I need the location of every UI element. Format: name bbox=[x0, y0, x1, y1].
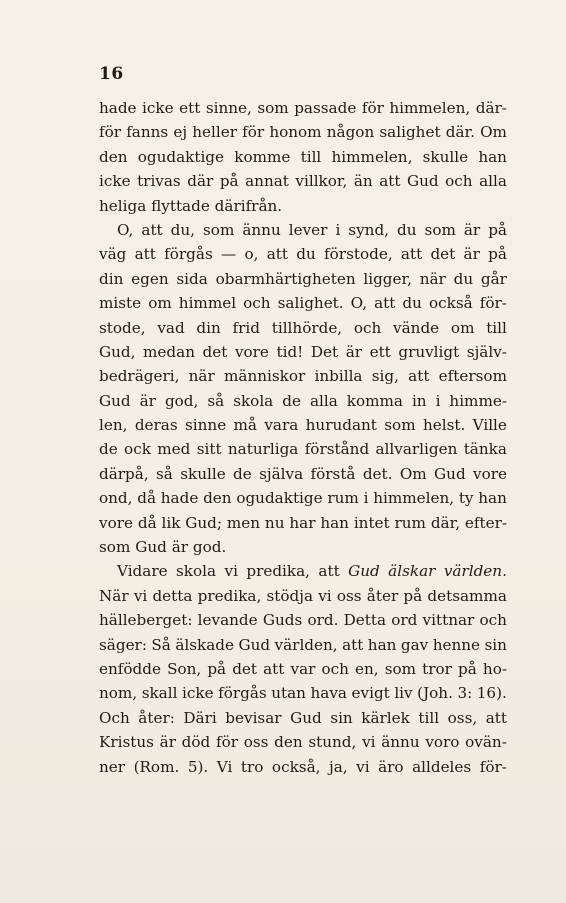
word: himmelen, bbox=[389, 99, 471, 117]
word: stödja bbox=[266, 586, 314, 605]
word: och bbox=[479, 611, 507, 630]
word: för bbox=[242, 123, 265, 142]
word: himmel bbox=[178, 294, 237, 313]
word: när bbox=[188, 367, 215, 386]
text-line bbox=[99, 316, 507, 340]
word: din bbox=[99, 269, 124, 288]
word: komma bbox=[346, 391, 403, 410]
word: var bbox=[290, 659, 316, 678]
word: är bbox=[159, 733, 176, 752]
word: på bbox=[458, 659, 477, 678]
word: men bbox=[226, 513, 261, 532]
text-line bbox=[99, 584, 507, 608]
word: sida bbox=[176, 269, 208, 288]
word: du bbox=[402, 294, 422, 313]
word: ogudaktige bbox=[137, 147, 225, 166]
word: förstode, bbox=[324, 245, 393, 264]
word: alla bbox=[309, 391, 338, 410]
word: inbilla bbox=[314, 367, 363, 386]
word: en, bbox=[355, 659, 379, 678]
word: för- bbox=[479, 757, 507, 776]
word: ty bbox=[458, 489, 474, 508]
word: tid! bbox=[276, 342, 304, 361]
word: där. bbox=[445, 123, 475, 142]
word: i bbox=[335, 220, 341, 239]
word: (Joh. bbox=[417, 684, 453, 703]
word: evigt bbox=[351, 684, 390, 703]
word: då bbox=[137, 513, 157, 532]
word: där- bbox=[475, 99, 507, 117]
word: och bbox=[353, 318, 382, 337]
word: komme bbox=[234, 147, 291, 166]
word: stund, bbox=[308, 733, 357, 752]
word: den bbox=[274, 733, 303, 752]
word: är bbox=[171, 538, 189, 557]
word: Om bbox=[399, 464, 427, 483]
word: oss, bbox=[447, 708, 478, 727]
word: skola bbox=[233, 391, 274, 410]
word: gav bbox=[400, 635, 429, 654]
word: Däri bbox=[183, 708, 217, 727]
word: icke bbox=[182, 684, 214, 703]
word: är bbox=[463, 245, 480, 264]
word: salighet bbox=[379, 123, 441, 142]
word: vittnar bbox=[422, 611, 475, 630]
word: oss bbox=[243, 733, 269, 752]
word: för bbox=[361, 99, 384, 117]
word: det bbox=[202, 342, 228, 361]
word: sinne, bbox=[205, 99, 252, 117]
text-line bbox=[99, 755, 507, 779]
word: de bbox=[233, 464, 252, 483]
text-line bbox=[99, 194, 507, 218]
word: ej bbox=[173, 123, 188, 142]
text-line bbox=[99, 291, 507, 315]
word: alldeles bbox=[412, 757, 472, 776]
word: hava bbox=[310, 684, 347, 703]
word: liv bbox=[394, 684, 413, 703]
word: Gud, bbox=[99, 342, 136, 361]
word: vände bbox=[393, 318, 440, 337]
word: sin bbox=[484, 635, 507, 654]
word: om bbox=[450, 318, 475, 337]
word: sitt bbox=[196, 440, 222, 459]
word: för- bbox=[479, 294, 507, 313]
word: som bbox=[424, 220, 456, 239]
word: det bbox=[430, 245, 456, 264]
word: rum bbox=[394, 513, 426, 532]
word: i bbox=[435, 391, 441, 410]
word: frid bbox=[232, 318, 260, 337]
word: När bbox=[99, 586, 129, 605]
word: detta bbox=[152, 586, 193, 605]
word: där, bbox=[430, 513, 461, 532]
word: världen. bbox=[443, 562, 507, 581]
word: utan bbox=[271, 684, 306, 703]
text-line bbox=[99, 340, 507, 364]
word: O, bbox=[350, 294, 368, 313]
word: 3: bbox=[457, 684, 473, 703]
word: han bbox=[320, 513, 349, 532]
word: 16). bbox=[476, 684, 507, 703]
word: deras bbox=[134, 416, 178, 435]
word: heller bbox=[192, 123, 237, 142]
word: honom bbox=[269, 123, 322, 142]
word: den bbox=[203, 489, 232, 508]
word: du, bbox=[170, 220, 195, 239]
word: vore bbox=[473, 464, 507, 483]
word: till bbox=[418, 708, 440, 727]
word: ock bbox=[124, 440, 151, 459]
word: ett bbox=[369, 342, 391, 361]
word: bevisar bbox=[225, 708, 282, 727]
word: heliga bbox=[99, 196, 147, 215]
word: ho- bbox=[482, 659, 507, 678]
body-text bbox=[99, 96, 507, 779]
text-line bbox=[99, 120, 507, 144]
word: trivas bbox=[137, 172, 181, 191]
word: hade bbox=[160, 489, 199, 508]
word: himmelen, bbox=[331, 147, 413, 166]
word: och bbox=[321, 659, 349, 678]
word: len, bbox=[99, 416, 128, 435]
text-line bbox=[99, 218, 507, 242]
word: skola bbox=[176, 562, 217, 581]
word: med bbox=[157, 440, 191, 459]
word: nom, bbox=[99, 684, 138, 703]
word: är bbox=[463, 220, 481, 239]
word: Gud; bbox=[185, 513, 223, 532]
word: vad bbox=[157, 318, 185, 337]
word: att bbox=[408, 367, 430, 386]
word: död bbox=[181, 733, 211, 752]
word: vore bbox=[99, 513, 133, 532]
word: där bbox=[187, 172, 214, 191]
word: sig, bbox=[371, 367, 399, 386]
word: Son, bbox=[167, 659, 202, 678]
word: skall bbox=[141, 684, 178, 703]
word: hälleberget: bbox=[99, 611, 193, 630]
word: icke bbox=[142, 99, 174, 117]
word: han bbox=[478, 147, 507, 166]
word: in bbox=[411, 391, 427, 410]
word: icke bbox=[99, 172, 131, 191]
word: intet bbox=[353, 513, 390, 532]
word: o, bbox=[244, 245, 259, 264]
word: förgås bbox=[218, 684, 267, 703]
word: också bbox=[428, 294, 473, 313]
word: du bbox=[453, 269, 474, 288]
word: vi bbox=[224, 562, 238, 581]
word: ja, bbox=[328, 757, 348, 776]
text-line bbox=[99, 535, 507, 559]
word: enfödde bbox=[99, 659, 161, 678]
word: du bbox=[296, 245, 316, 264]
word: på bbox=[403, 586, 423, 605]
word: Gud bbox=[348, 562, 380, 581]
word: voro bbox=[425, 733, 460, 752]
word: Så bbox=[151, 635, 171, 654]
word: någon bbox=[326, 123, 375, 142]
word: allvarligen bbox=[375, 440, 458, 459]
text-line bbox=[99, 681, 507, 705]
word: för bbox=[99, 123, 122, 142]
word: har bbox=[289, 513, 316, 532]
word: flyttade bbox=[151, 196, 210, 215]
word: att bbox=[134, 245, 156, 264]
text-line bbox=[99, 169, 507, 193]
word: på bbox=[488, 245, 507, 264]
word: så bbox=[156, 464, 173, 483]
word: du bbox=[397, 220, 417, 239]
word: ovän- bbox=[465, 733, 507, 752]
word: Och bbox=[99, 708, 130, 727]
word: bedrägeri, bbox=[99, 367, 180, 386]
word: därpå, bbox=[99, 464, 149, 483]
word: detsamma bbox=[427, 586, 507, 605]
word: egen bbox=[131, 269, 169, 288]
word: som bbox=[257, 99, 289, 117]
word: ner bbox=[99, 757, 126, 776]
word: Vi bbox=[216, 757, 233, 776]
word: — bbox=[221, 245, 237, 264]
word: må bbox=[233, 416, 257, 435]
text-line bbox=[99, 559, 507, 583]
word: går bbox=[480, 269, 507, 288]
word: kärlek bbox=[361, 708, 410, 727]
word: skulle bbox=[422, 147, 469, 166]
word: på bbox=[219, 172, 239, 191]
word: att bbox=[342, 635, 364, 654]
text-line bbox=[99, 462, 507, 486]
word: sin bbox=[330, 708, 353, 727]
word: annat bbox=[245, 172, 289, 191]
word: att bbox=[485, 708, 507, 727]
word: himmelen, bbox=[373, 489, 455, 508]
word: till bbox=[300, 147, 322, 166]
word: Vidare bbox=[117, 562, 168, 581]
word: lever bbox=[288, 220, 328, 239]
word: om bbox=[148, 294, 172, 313]
text-line bbox=[99, 389, 507, 413]
word: att bbox=[141, 220, 163, 239]
word: sinne bbox=[184, 416, 227, 435]
text-line bbox=[99, 437, 507, 461]
word: det bbox=[232, 659, 258, 678]
word: Detta bbox=[343, 611, 387, 630]
word: god. bbox=[192, 538, 227, 557]
word: förstå bbox=[310, 464, 356, 483]
word: vore bbox=[234, 342, 269, 361]
word: själv- bbox=[466, 342, 507, 361]
word: tillhörde, bbox=[271, 318, 343, 337]
word: vi bbox=[318, 586, 332, 605]
word: ogudaktige bbox=[236, 489, 323, 508]
word: han bbox=[367, 635, 397, 654]
word: väg bbox=[99, 245, 127, 264]
word: medan bbox=[143, 342, 195, 361]
word: Kristus bbox=[99, 733, 154, 752]
word: som bbox=[203, 220, 235, 239]
word: gruvligt bbox=[398, 342, 460, 361]
word: när bbox=[419, 269, 446, 288]
word: den bbox=[99, 147, 128, 166]
word: tror bbox=[422, 659, 452, 678]
word: 5). bbox=[187, 757, 209, 776]
word: i bbox=[363, 489, 369, 508]
word: oss bbox=[336, 586, 362, 605]
word: predika, bbox=[197, 586, 262, 605]
word: på bbox=[207, 659, 227, 678]
word: vi bbox=[356, 757, 370, 776]
word: god, bbox=[164, 391, 199, 410]
word: det. bbox=[362, 464, 393, 483]
word: han bbox=[478, 489, 507, 508]
text-line bbox=[99, 267, 507, 291]
text-line bbox=[99, 730, 507, 754]
word: synd, bbox=[348, 220, 390, 239]
word: efter- bbox=[464, 513, 507, 532]
word: ord. bbox=[307, 611, 339, 630]
word: din bbox=[196, 318, 221, 337]
word: Om bbox=[480, 123, 507, 142]
text-line bbox=[99, 511, 507, 535]
word: fanns bbox=[126, 123, 169, 142]
text-line bbox=[99, 96, 507, 120]
word: himme- bbox=[449, 391, 507, 410]
word: skulle bbox=[180, 464, 226, 483]
word: tro bbox=[240, 757, 264, 776]
word: O, bbox=[117, 220, 134, 239]
word: Gud bbox=[290, 708, 322, 727]
word: åter: bbox=[138, 708, 175, 727]
word: hade bbox=[99, 99, 137, 117]
word: obarmhärtigheten bbox=[215, 269, 356, 288]
text-line bbox=[99, 608, 507, 632]
word: predika, bbox=[246, 562, 310, 581]
word: alla bbox=[479, 172, 507, 191]
word: salighet. bbox=[277, 294, 344, 313]
word: då bbox=[137, 489, 157, 508]
word: Gud bbox=[406, 172, 439, 191]
word: som bbox=[384, 416, 416, 435]
word: vi bbox=[133, 586, 148, 605]
word: tänka bbox=[463, 440, 507, 459]
word: ligger, bbox=[363, 269, 412, 288]
word: (Rom. bbox=[133, 757, 180, 776]
word: helst. bbox=[422, 416, 466, 435]
word: är bbox=[345, 342, 363, 361]
word: ord bbox=[391, 611, 418, 630]
word: Gud bbox=[238, 635, 271, 654]
text-line bbox=[99, 145, 507, 169]
word: Gud bbox=[434, 464, 466, 483]
word: att bbox=[379, 172, 401, 191]
word: levande bbox=[197, 611, 258, 630]
word: äro bbox=[378, 757, 404, 776]
word: lik bbox=[161, 513, 181, 532]
word: nu bbox=[264, 513, 285, 532]
word: och bbox=[243, 294, 271, 313]
word: att bbox=[263, 659, 285, 678]
word: på bbox=[488, 220, 507, 239]
word: för bbox=[215, 733, 238, 752]
word: förgås bbox=[164, 245, 213, 264]
word: människor bbox=[223, 367, 306, 386]
word: att bbox=[266, 245, 288, 264]
word: att bbox=[318, 562, 340, 581]
word: världen, bbox=[274, 635, 338, 654]
text-line bbox=[99, 364, 507, 388]
word: passade bbox=[294, 99, 357, 117]
word: åter bbox=[366, 586, 399, 605]
text-line bbox=[99, 486, 507, 510]
word: ond, bbox=[99, 489, 133, 508]
word: själva bbox=[259, 464, 304, 483]
word: är bbox=[139, 391, 156, 410]
word: de bbox=[99, 440, 118, 459]
word: älskar bbox=[388, 562, 436, 581]
text-line bbox=[99, 242, 507, 266]
word: Gud bbox=[99, 391, 131, 410]
word: Gud bbox=[135, 538, 167, 557]
word: stode, bbox=[99, 318, 146, 337]
word: älskade bbox=[175, 635, 234, 654]
text-line bbox=[99, 706, 507, 730]
word: så bbox=[207, 391, 225, 410]
text-line bbox=[99, 633, 507, 657]
word: eftersom bbox=[438, 367, 507, 386]
word: ett bbox=[179, 99, 201, 117]
text-line bbox=[99, 413, 507, 437]
word: de bbox=[282, 391, 301, 410]
word: rum bbox=[327, 489, 359, 508]
word: förstånd bbox=[304, 440, 370, 459]
word: ännu bbox=[381, 733, 420, 752]
word: henne bbox=[432, 635, 481, 654]
word: hurudant bbox=[305, 416, 377, 435]
word: Ville bbox=[472, 416, 507, 435]
word: villkor, bbox=[295, 172, 348, 191]
word: som bbox=[99, 538, 131, 557]
word: som bbox=[384, 659, 417, 678]
word: Det bbox=[310, 342, 339, 361]
word: att bbox=[400, 245, 423, 264]
word: ännu bbox=[242, 220, 281, 239]
word: vi bbox=[362, 733, 376, 752]
word: miste bbox=[99, 294, 142, 313]
word: än bbox=[353, 172, 373, 191]
page-number: 16 bbox=[99, 64, 124, 84]
word: vara bbox=[264, 416, 299, 435]
word: att bbox=[374, 294, 396, 313]
text-line bbox=[99, 657, 507, 681]
word: därifrån. bbox=[214, 196, 283, 215]
word: också, bbox=[271, 757, 321, 776]
word: Guds bbox=[262, 611, 303, 630]
word: säger: bbox=[99, 635, 147, 654]
word: naturliga bbox=[227, 440, 299, 459]
word: och bbox=[445, 172, 473, 191]
word: till bbox=[486, 318, 507, 337]
